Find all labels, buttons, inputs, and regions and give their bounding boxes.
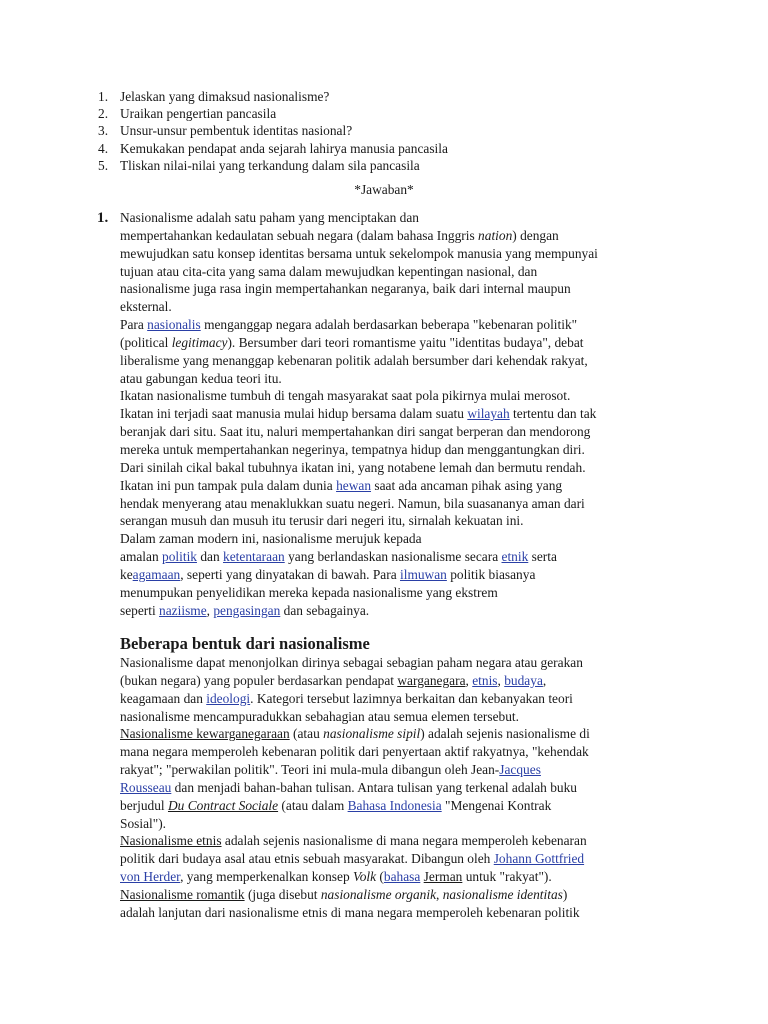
italic-text: legitimacy [171,334,228,350]
text-line [120,423,660,441]
text-line [120,708,660,726]
answer-heading: *Jawaban* [354,182,414,197]
text-line [120,584,660,602]
question-number: 3. [98,123,109,139]
inline-link[interactable]: ideologi [206,690,251,706]
text-line [120,334,660,352]
text-segment: tujuan atau cita-cita yang sama dalam mewujudkan kepentingan nasional, dan [120,263,538,279]
inline-link[interactable]: Bahasa Indonesia [347,797,442,813]
text-segment: nasionalisme mencampuradukkan sebahagian atau semua elemen tersebut. [120,708,519,724]
inline-link[interactable]: wilayah [467,406,510,422]
text-segment: , [542,672,547,688]
text-line [120,530,660,548]
text-segment: dan menjadi bahan-bahan tulisan. Antara tulisan yang terkenal adalah buku [171,779,578,795]
text-line [120,797,660,815]
text-segment: dan sebagainya. [280,602,370,618]
text-line [120,459,660,477]
text-line [120,280,660,298]
underlined-term: Nasionalisme etnis [120,833,222,849]
question-item [98,88,448,105]
question-number: 4. [98,140,109,156]
text-segment: mempertahankan kedaulatan sebuah negara (dalam bahasa Inggris [120,227,479,243]
text-line [120,512,660,530]
question-item [98,105,448,122]
question-text: Tliskan nilai-nilai yang terkandung dalam sila pancasila [120,157,420,173]
text-line [120,886,660,904]
inline-link[interactable]: ilmuwan [400,566,447,582]
book-title: Du Contract Sociale [167,797,279,813]
text-segment: Para [120,317,148,333]
section-heading: Beberapa bentuk dari nasionalisme [120,634,370,653]
text-segment: Nasionalisme dapat menonjolkan dirinya sebagai sebagian paham negara atau gerakan [120,655,583,670]
answer-number: 1. [97,210,109,226]
text-line [120,263,660,281]
text-segment: "Mengenai Kontrak [441,797,552,813]
text-segment: , yang memperkenalkan konsep [180,869,353,885]
question-text: Uraikan pengertian pancasila [120,106,277,122]
question-item [98,122,448,139]
underlined-term: Jerman [423,869,463,885]
text-segment: atau gabungan kedua teori itu. [120,370,282,386]
text-segment: amalan [120,549,163,565]
text-segment: berjudul [120,797,168,813]
text-segment: (bukan negara) yang populer berdasarkan pendapat [120,672,398,688]
text-segment: untuk "rakyat"). [462,869,552,885]
text-segment: Sosial"). [120,815,167,831]
text-segment: (atau [289,726,324,742]
text-segment: adalah lanjutan dari nasionalisme etnis di mana negara memperoleh kebenaran politik [120,904,580,920]
text-line [120,725,660,743]
text-line [120,779,660,797]
text-segment: seperti [120,602,160,618]
inline-link[interactable]: budaya [504,672,543,688]
text-segment: saat ada ancaman pihak asing yang [371,477,563,493]
inline-link[interactable]: Jacques [499,762,541,778]
text-segment: ke [120,566,133,582]
text-line [120,352,660,370]
text-line [120,690,660,708]
text-line [120,904,660,922]
inline-link[interactable]: ketentaraan [223,549,285,565]
text-segment: mewujudkan satu konsep identitas bersama untuk sekelompok manusia yang mempunyai [120,245,598,261]
underlined-term: Nasionalisme kewarganegaraan [120,726,290,742]
text-segment: ( [376,869,384,885]
inline-link[interactable]: politik [162,549,197,565]
text-line [120,602,660,620]
text-segment: Dalam zaman modern ini, nasionalisme merujuk kepada [120,531,422,547]
text-segment: nasionalisme juga rasa ingin mempertahankan negaranya, baik dari internal maupun [120,281,571,297]
text-segment: adalah sejenis nasionalisme di mana negara memperoleh kebenaran [221,833,587,849]
text-line [120,441,660,459]
text-segment: ) [562,886,568,902]
italic-text: nation [478,227,513,243]
text-segment: rakyat"; "perwakilan politik". Teori ini mula-mula dibangun oleh Jean- [120,762,500,778]
text-line [120,495,660,513]
text-line [120,227,660,245]
text-line [120,832,660,850]
question-number: 5. [98,157,109,173]
text-segment: politik biasanya [446,566,536,582]
text-line [120,743,660,761]
text-segment: mereka untuk mempertahankan negerinya, tempatnya hidup dan menggantungkan diri. [120,441,585,457]
inline-link[interactable]: pengasingan [213,602,281,618]
text-line [120,245,660,263]
text-segment: Ikatan nasionalisme tumbuh di tengah masyarakat saat pola pikirnya mulai merosot. [120,388,571,404]
text-segment: . Kategori tersebut lazimnya berkaitan dan kebanyakan teori [250,690,573,706]
text-line [120,477,660,495]
text-segment: Ikatan ini terjadi saat manusia mulai hidup bersama dalam suatu [120,406,468,422]
text-segment: Ikatan ini pun tampak pula dalam dunia [120,477,337,493]
text-segment: hendak menyerang atau menaklukkan suatu negeri. Namun, bila suasananya aman dari [120,495,585,511]
text-segment: ) dengan [512,227,559,243]
inline-link[interactable]: etnis [472,672,498,688]
question-list [98,88,448,174]
text-line [120,672,660,690]
text-line [120,370,660,388]
inline-link[interactable]: hewan [336,477,372,493]
text-segment: menumpukan penyelidikan mereka kepada nasionalisme yang ekstrem [120,584,498,600]
underlined-term: warganegara [397,672,466,688]
underlined-term: Nasionalisme romantik [120,886,245,902]
text-segment: (political [120,334,172,350]
text-line [120,815,660,833]
text-line [120,316,660,334]
text-segment: beranjak dari situ. Saat itu, naluri mempertahankan diri sangat berperan dan mendorong [120,424,591,440]
inline-link[interactable]: bahasa [383,869,421,885]
inline-link[interactable]: etnik [501,549,529,565]
text-segment: (juga disebut [244,886,321,902]
text-segment: keagamaan dan [120,690,207,706]
text-segment: mana negara memperoleh kebenaran politik dari penyertaan aktif rakyatnya, "kehendak [120,744,589,760]
text-line [120,405,660,423]
inline-link[interactable]: Rousseau [120,779,172,795]
inline-link[interactable]: nasionalis [147,317,201,333]
question-text: Jelaskan yang dimaksud nasionalisme? [120,89,330,104]
text-line [120,654,660,672]
text-segment: Nasionalisme adalah satu paham yang menciptakan dan [120,210,419,225]
inline-link[interactable]: naziisme [159,602,207,618]
question-item [98,140,448,157]
question-text: Kemukakan pendapat anda sejarah lahirya manusia pancasila [120,140,448,156]
text-segment: , [436,886,443,902]
text-line [120,761,660,779]
question-number: 1. [98,89,109,104]
text-segment: ) adalah sejenis nasionalisme di [420,726,590,742]
italic-text: nasionalisme sipil [323,726,421,742]
text-segment: yang berlandaskan nasionalisme secara [284,549,502,565]
text-segment: eksternal. [120,299,172,315]
text-segment: , [497,672,505,688]
text-segment: menganggap negara adalah berdasarkan beberapa "kebenaran politik" [200,317,578,333]
text-line [120,566,660,584]
italic-text: nasionalisme identitas [442,886,563,902]
question-text: Unsur-unsur pembentuk identitas nasional? [120,123,353,139]
text-segment: , [206,602,214,618]
section-paragraphs [120,654,660,922]
inline-link[interactable]: von Herder [120,869,181,885]
text-segment: dan [196,549,224,565]
inline-link[interactable]: agamaan [132,566,181,582]
text-segment: tertentu dan tak [509,406,597,422]
text-segment: , seperti yang dinyatakan di bawah. Para [180,566,400,582]
italic-text: nasionalisme organik [320,886,437,902]
text-segment: serta [528,549,557,565]
text-line [120,298,660,316]
text-segment: liberalisme yang menanggap kebenaran politik adalah bersumber dari kehendak rakyat, [120,352,588,368]
text-line [120,850,660,868]
text-line [120,868,660,886]
text-line [120,548,660,566]
text-segment: Dari sinilah cikal bakal tubuhnya ikatan ini, yang notabene lemah dan bermutu rendah. [120,459,586,475]
answer-paragraphs [120,209,660,619]
question-number: 2. [98,106,109,122]
italic-text: Volk [353,869,377,885]
question-item [98,157,448,174]
inline-link[interactable]: Johann Gottfried [493,851,585,867]
text-segment: serangan musuh dan musuh itu terusir dari negeri itu, sirnalah kekuatan ini. [120,513,524,529]
text-segment: ). Bersumber dari teori romantisme yaitu "identitas budaya", debat [227,334,584,350]
text-segment: politik dari budaya asal atau etnis sebuah masyarakat. Dibangun oleh [120,851,494,867]
text-line [120,387,660,405]
text-line [120,209,660,227]
text-segment: , [465,672,473,688]
text-segment: (atau dalam [278,797,348,813]
